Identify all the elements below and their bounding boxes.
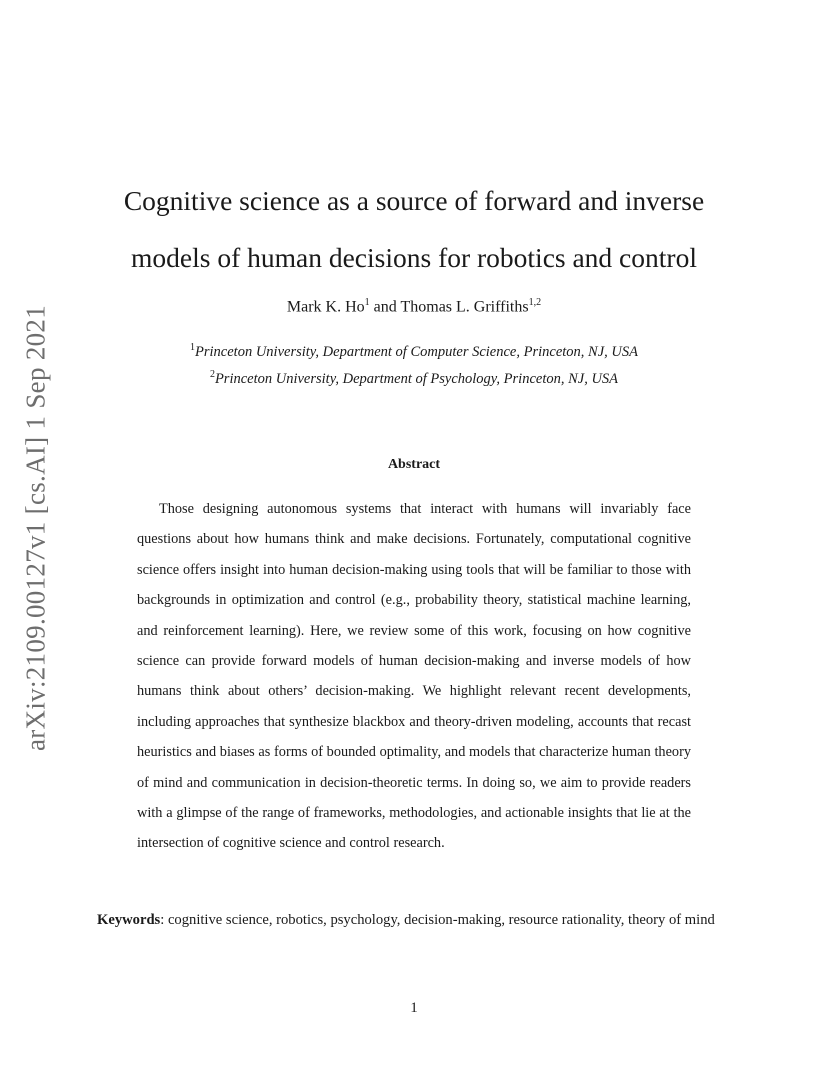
author-name: Thomas L. Griffiths <box>400 298 529 316</box>
author-name: Mark K. Ho <box>286 298 365 316</box>
affiliation-2 <box>100 369 728 388</box>
title-line-1: Cognitive science as a source of forward and inverse <box>123 185 705 216</box>
abstract-body: Those designing autonomous systems that interact with humans will invariably face questions about how humans think and make decisions. Fortunately, computational cognitive science offers insight into human decision-making using tools that will be familiar to those with backgrounds in optimization and control (e.g., probability theory, statistical machine learning, and reinforcement learning). Here, we review some of this work, focusing on how cognitive science can provide forward models of human decision-making and inverse models of how humans think about others’ decision-making. We highlight relevant recent developments, including approaches that synthesize blackbox and theory-driven modeling, accounts that recast heuristics and biases as forms of bounded optimality, and models that characterize human theory of mind and communication in decision-theoretic terms. In doing so, we aim to provide readers with a glimpse of the range of frameworks, methodologies, and actionable insights that lie at the intersection of cognitive science and control research. <box>137 501 691 852</box>
author-list <box>100 297 728 316</box>
paper-title <box>100 172 728 286</box>
keywords-label: Keywords <box>97 912 161 928</box>
author-connector: and <box>369 298 401 316</box>
title-line-2: models of human decisions for robotics and control <box>131 242 697 273</box>
affiliation-marker: 1 <box>190 342 196 353</box>
affiliation-text: Princeton University, Department of Psychology, Princeton, NJ, USA <box>214 370 619 387</box>
keywords-section <box>97 905 730 936</box>
affiliation-marker: 2 <box>209 369 215 380</box>
affiliation-text: Princeton University, Department of Computer Science, Princeton, NJ, USA <box>195 343 638 360</box>
arxiv-identifier-stamp: arXiv:2109.00127v1 [cs.AI] 1 Sep 2021 <box>20 304 51 752</box>
page-number: 1 <box>410 1000 418 1016</box>
abstract-heading: Abstract <box>387 457 441 472</box>
author-affiliation-marker: 1 <box>364 297 370 308</box>
affiliation-1 <box>100 342 728 361</box>
author-affiliation-marker: 1,2 <box>528 297 542 308</box>
keywords-text: : cognitive science, robotics, psychology, decision-making, resource rationality, theory of mind <box>160 912 715 928</box>
